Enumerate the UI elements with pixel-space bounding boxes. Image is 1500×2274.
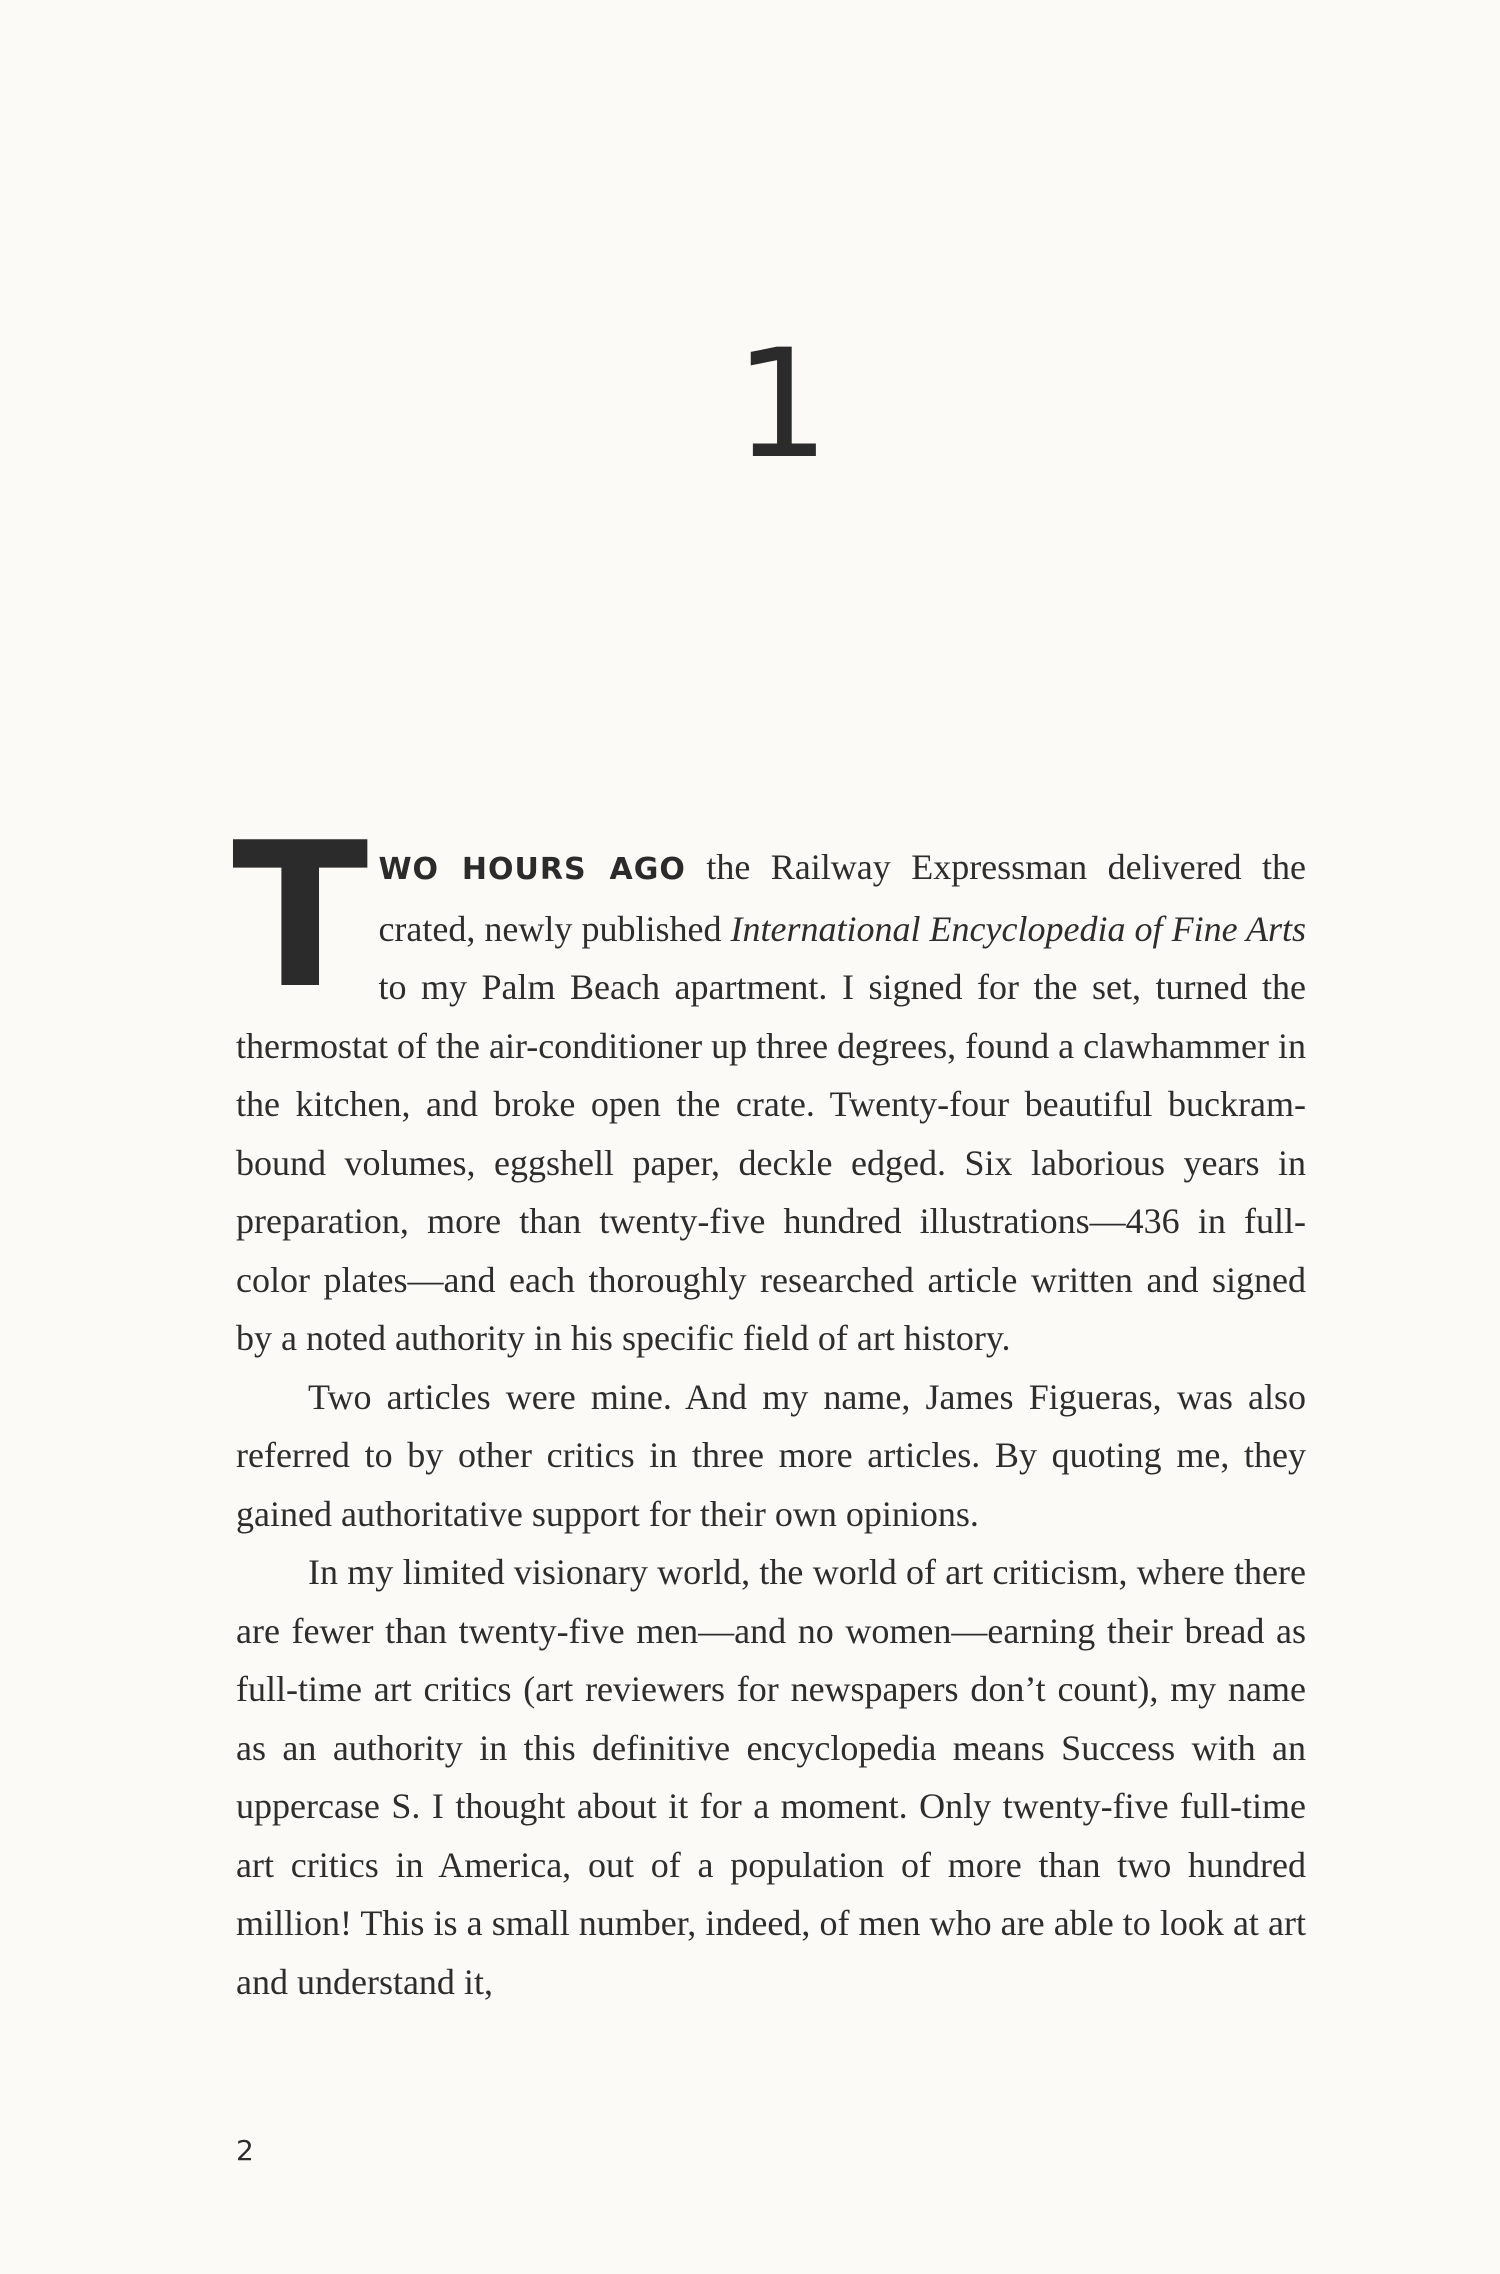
paragraph-3: In my limited visionary world, the world of art criticism, where there are fewer than twenty-five men—and no women—earning their bread as full-time art critics (art reviewers for newspapers don’t count), my name as an authority in this definitive encyclopedia means Success with an uppercase S. I thought about it for a moment. Only twenty-five full-time art critics in America, out of a population of more than two hundred million! This is a small number, indeed, of men who are able to look at art and understand it, <box>236 1552 1306 2002</box>
drop-cap: T <box>232 800 369 1033</box>
chapter-number: 1 <box>734 318 826 492</box>
page-number: 2 <box>236 2134 254 2167</box>
encyclopedia-title: International Encyclopedia of Fine Arts <box>730 908 1306 949</box>
lead-in: WO HOURS AGO <box>378 852 686 887</box>
opening-text-1: the Railway Expressman delivered the crated, newly published <box>378 847 1306 949</box>
opening-text-2: to my Palm Beach apartment. I signed for the set, turned the thermostat of the air-conditioner up three degrees, found a clawhammer in the kitchen, and broke open the crate. Twenty-four beautiful buckram-bound volumes, eggshell paper, deckle edged. Six laborious years in preparation, more than twenty-five hundred illustrations—436 in full-color plates—and each thoroughly researched article written and signed by a noted authority in his specific field of art history. <box>236 967 1306 1358</box>
body-text <box>232 800 1306 2011</box>
paragraph-2: Two articles were mine. And my name, James Figueras, was also referred to by other critics in three more articles. By quoting me, they gained authoritative support for their own opinions. <box>236 1376 1306 1534</box>
opening-paragraph <box>232 800 1306 1368</box>
